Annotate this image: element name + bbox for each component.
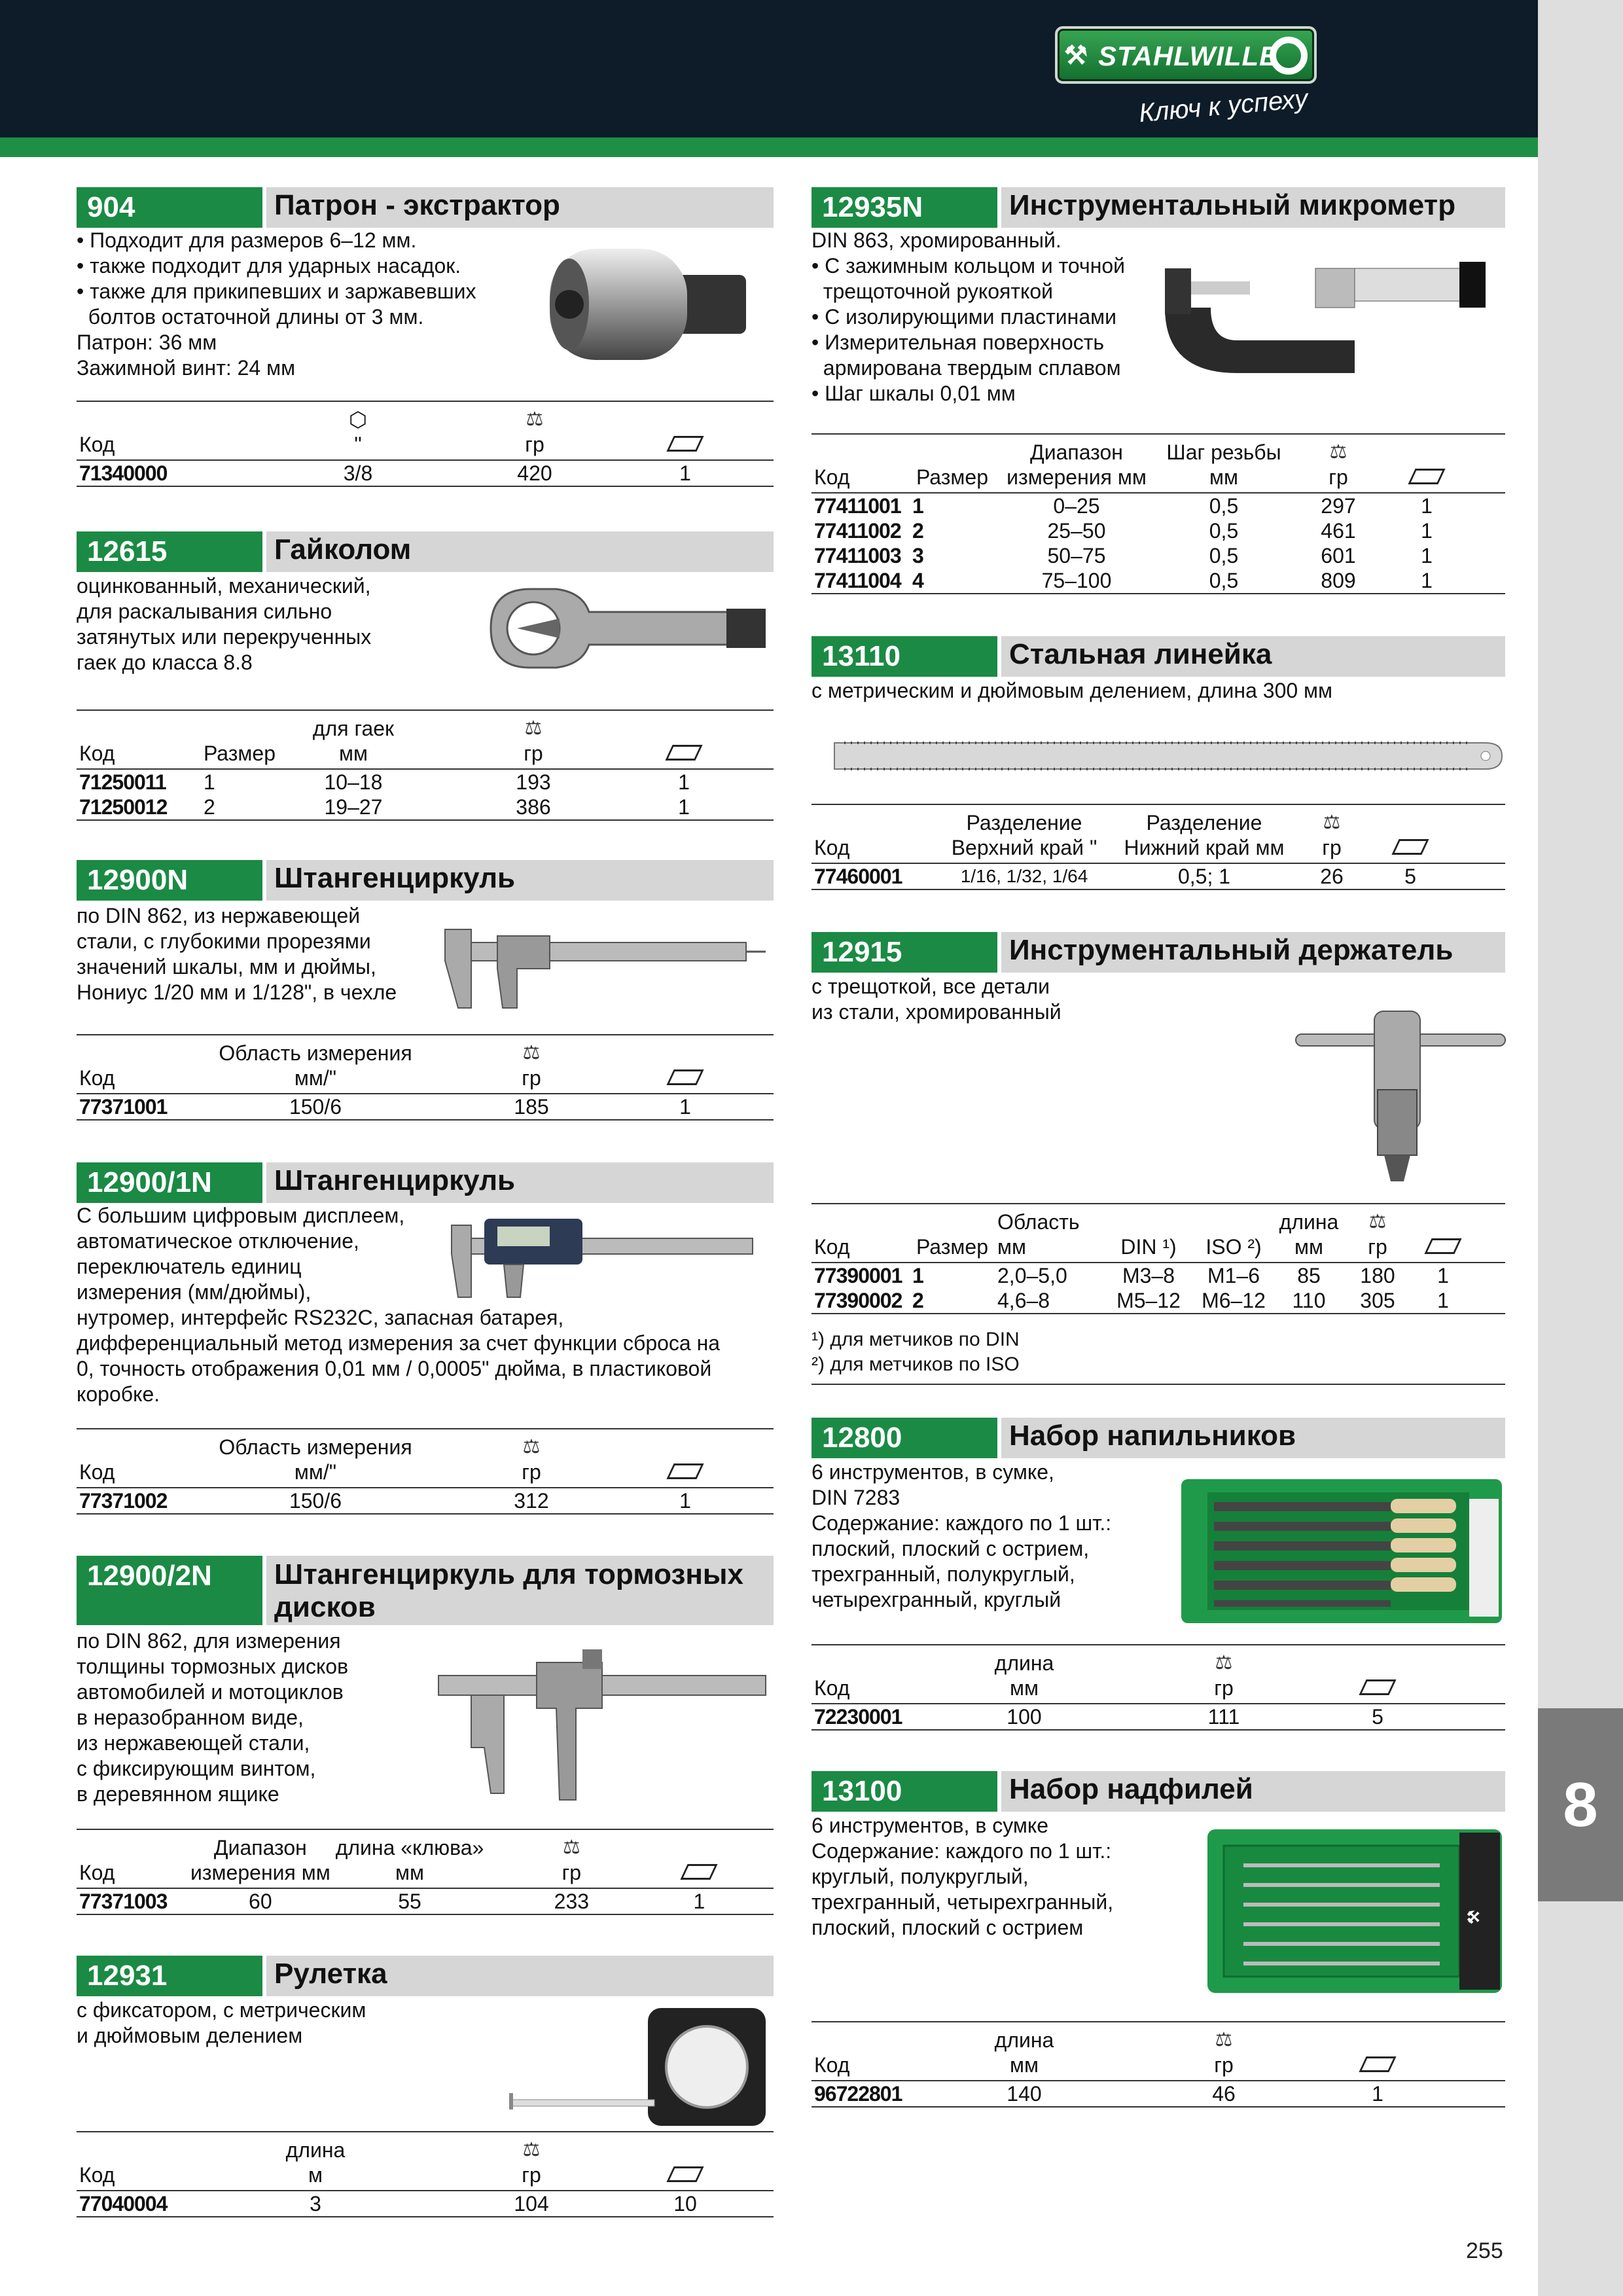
product-12900-2N bbox=[77, 1556, 774, 1625]
product-description: • Подходит для размеров 6–12 мм. • также подходит для ударных насадок. • также для прикипевших и заржавевших болтов остаточной длины от 3 мм. Патрон: 36 мм Зажимной винт: 24 мм bbox=[77, 228, 476, 380]
product-description: с трещоткой, все детали из стали, хромированный bbox=[812, 975, 1061, 1024]
product-title: Набор напильников bbox=[1001, 1418, 1505, 1458]
product-12800 bbox=[812, 1418, 1505, 1458]
package-icon bbox=[666, 1069, 704, 1085]
wrench-icon: ⚒ bbox=[1064, 41, 1088, 70]
table-12931: Код длина м ⚖ гр 77040004 3 104 10 bbox=[77, 2131, 774, 2217]
chapter-tab: 8 bbox=[1538, 1708, 1623, 1901]
product-description: с фиксатором, с метрическим и дюймовым делением bbox=[77, 1998, 366, 2047]
product-12615 bbox=[77, 531, 774, 572]
product-title: Патрон - экстрактор bbox=[266, 187, 774, 228]
sidebar bbox=[1538, 0, 1623, 2296]
package-icon bbox=[666, 436, 704, 452]
product-title: Штангенциркуль bbox=[266, 1162, 774, 1203]
weight-icon: ⚖ bbox=[522, 2139, 541, 2161]
table-row: 77411003 3 50–75 0,5 601 1 bbox=[814, 544, 1433, 567]
product-12931 bbox=[77, 1956, 774, 1996]
table-row: 77411002 2 25–50 0,5 461 1 bbox=[814, 519, 1433, 543]
slogan: Ключ к успеху bbox=[1137, 84, 1310, 128]
needle-file-set-image bbox=[1204, 1826, 1505, 1996]
table-row: 77390001 1 2,0–5,0 M3–8 M1–6 85 180 1 bbox=[814, 1264, 1449, 1287]
ring-icon bbox=[1270, 37, 1308, 75]
product-title: Рулетка bbox=[266, 1956, 774, 1996]
package-icon bbox=[1408, 469, 1445, 484]
product-description: с метрическим и дюймовым делением, длина 300 мм bbox=[812, 679, 1333, 702]
table-12935N: Код Размер Диапазон измерения мм Шаг резьбы мм ⚖ гр 77411001 1 0–25 0,5 297 1 77411002 2 25–50 0,5 461 1 77411003 3 50–75 0,5 601 1 77411004 4 75–100 0,5 809 1 bbox=[812, 433, 1505, 594]
svg-text:⚒: ⚒ bbox=[1465, 1910, 1483, 1924]
weight-icon: ⚖ bbox=[562, 1837, 580, 1858]
col-code: Код bbox=[77, 401, 293, 460]
product-code: 12615 bbox=[77, 531, 262, 572]
table-row: 71340000 3/8 420 1 bbox=[77, 460, 774, 486]
package-icon bbox=[1359, 1679, 1396, 1695]
product-title: Гайколом bbox=[266, 531, 774, 572]
table-row: 77411004 4 75–100 0,5 809 1 bbox=[812, 568, 1505, 594]
inch-label: " bbox=[354, 433, 362, 456]
table-row: 77411001 1 0–25 0,5 297 1 bbox=[814, 494, 1433, 518]
brake-caliper-image bbox=[432, 1649, 772, 1806]
package-icon bbox=[665, 745, 702, 761]
table-row: 96722801 140 46 1 bbox=[812, 2081, 1505, 2107]
table-row: 71250011 1 10–18 193 1 bbox=[79, 770, 690, 794]
page-number: 255 bbox=[1466, 2238, 1503, 2263]
tap-holder-image bbox=[1289, 992, 1512, 1188]
table-row: 71250012 2 19–27 386 1 bbox=[77, 795, 774, 820]
product-12915 bbox=[812, 932, 1505, 973]
product-title: Стальная линейка bbox=[1001, 636, 1505, 677]
ruler-image bbox=[831, 736, 1505, 776]
tape-measure-image bbox=[504, 2001, 772, 2132]
table-row: 77371003 60 55 233 1 bbox=[77, 1888, 774, 1914]
product-12900N bbox=[77, 860, 774, 901]
product-description: оцинкованный, механический, для раскалывания сильно затянутых или перекрученных гаек до класса 8.8 bbox=[77, 574, 372, 674]
product-title: Штангенциркуль bbox=[266, 860, 774, 901]
product-code: 904 bbox=[77, 187, 262, 228]
product-title: Инструментальный микрометр bbox=[1001, 187, 1505, 228]
weight-icon: ⚖ bbox=[524, 717, 543, 739]
divider bbox=[812, 1384, 1505, 1385]
table-row: 77390002 2 4,6–8 M5–12 M6–12 110 305 1 bbox=[812, 1288, 1505, 1314]
product-description: DIN 863, хромированный. • С зажимным кольцом и точной трещоточной рукояткой • С изолирующими пластинами • Измерительная поверхность армирована твердым сплавом • Шаг шкалы 0,01 мм bbox=[812, 228, 1126, 405]
table-13110: Код Разделение Верхний край " Разделение Нижний край мм ⚖ гр 77460001 1/16, 1/32, 1/64 0,5; 1 26 5 bbox=[812, 804, 1505, 890]
table-row: 72230001 100 111 5 bbox=[812, 1704, 1505, 1730]
package-icon bbox=[666, 2166, 704, 2182]
hex-icon: ⬡ bbox=[349, 408, 367, 431]
product-description: 6 инструментов, в сумке, DIN 7283 Содержание: каждого по 1 шт.: плоский, плоский с острием, трехгранный, полукруглый, четырехгранный, круглый bbox=[812, 1460, 1112, 1611]
package-icon bbox=[681, 1864, 718, 1880]
table-row: 77040004 3 104 10 bbox=[77, 2191, 774, 2217]
nut-splitter-image bbox=[478, 579, 772, 677]
package-icon bbox=[1424, 1238, 1461, 1254]
weight-icon: ⚖ bbox=[1215, 1652, 1233, 1674]
weight-icon: ⚖ bbox=[522, 1436, 541, 1458]
table-12615: Код Размер для гаек мм ⚖ гр 71250011 1 10–18 193 1 71250012 2 19–27 386 1 bbox=[77, 709, 774, 821]
col-weight: гр bbox=[525, 433, 544, 456]
table-12800: Код длина мм ⚖ гр 72230001 100 111 5 bbox=[812, 1644, 1505, 1731]
table-12900-2N: Код Диапазон измерения мм длина «клюва» мм ⚖ гр 77371003 60 55 233 1 bbox=[77, 1829, 774, 1915]
table-row: 77460001 1/16, 1/32, 1/64 0,5; 1 26 5 bbox=[812, 863, 1505, 889]
table-12915: Код Размер Область мм DIN ¹) ISO ²) длина мм ⚖ гр 77390001 1 2,0–5,0 M3–8 M1–6 85 180 1 77390002 2 4,6–8 M5–12 M6–12 110 305 1 bbox=[812, 1203, 1505, 1314]
product-description: по DIN 862, из нержавеющей стали, с глубокими прорезями значений шкалы, мм и дюймы, Нониус 1/20 мм и 1/128", в чехле bbox=[77, 904, 397, 1004]
table-row: 77371001 150/6 185 1 bbox=[77, 1094, 774, 1120]
stahlwille-logo bbox=[1055, 26, 1317, 84]
micrometer-image bbox=[1158, 242, 1499, 380]
table-12900N: Код Область измерения мм/" ⚖ гр 77371001 150/6 185 1 bbox=[77, 1034, 774, 1121]
table-12900-1N: Код Область измерения мм/" ⚖ гр 77371002 150/6 312 1 bbox=[77, 1428, 774, 1515]
weight-icon: ⚖ bbox=[526, 408, 544, 430]
product-title: Набор надфилей bbox=[1001, 1771, 1505, 1812]
product-code: 12900/2N bbox=[77, 1556, 262, 1625]
weight-icon: ⚖ bbox=[1329, 441, 1347, 463]
product-description: 6 инструментов, в сумке Содержание: каждого по 1 шт.: круглый, полукруглый, трехгранный, четырехгранный, плоский, плоский с острием bbox=[812, 1814, 1114, 1939]
table-13100: Код длина мм ⚖ гр 96722801 140 46 1 bbox=[812, 2021, 1505, 2108]
product-13100 bbox=[812, 1771, 1505, 1812]
product-code: 12915 bbox=[812, 932, 997, 973]
brand-text: STAHLWILLE bbox=[1098, 41, 1279, 71]
product-description: по DIN 862, для измерения толщины тормозных дисков автомобилей и мотоциклов в неразобранном виде, из нержавеющей стали, с фиксирующим винтом, в деревянном ящике bbox=[77, 1629, 349, 1806]
weight-icon: ⚖ bbox=[522, 1042, 541, 1064]
digital-caliper-image bbox=[425, 1212, 766, 1304]
package-icon bbox=[666, 1463, 704, 1479]
product-code: 12935N bbox=[812, 187, 997, 228]
product-code: 12800 bbox=[812, 1418, 997, 1458]
product-description: С большим цифровым дисплеем, автоматическое отключение, переключатель единиц измерения (мм/дюймы), нутромер, интерфейс RS232C, запасная батарея, дифференциальный метод измерения за счет функции сброса на 0, точность отображения 0,01 мм / 0,0005" дюйма, в пластиковой коробке. bbox=[77, 1204, 721, 1406]
weight-icon: ⚖ bbox=[1215, 2029, 1233, 2051]
product-904 bbox=[77, 187, 774, 228]
product-code: 12931 bbox=[77, 1956, 262, 1996]
file-set-image bbox=[1181, 1473, 1508, 1630]
header-stripe bbox=[0, 137, 1538, 157]
package-icon bbox=[1391, 839, 1429, 855]
product-12900-1N bbox=[77, 1162, 774, 1203]
product-12935N bbox=[812, 187, 1505, 228]
weight-icon: ⚖ bbox=[1368, 1211, 1387, 1232]
table-row: 77371002 150/6 312 1 bbox=[77, 1488, 774, 1514]
table-904 bbox=[77, 401, 774, 487]
extractor-image bbox=[537, 239, 759, 370]
product-code: 12900/1N bbox=[77, 1162, 262, 1203]
product-code: 12900N bbox=[77, 860, 262, 901]
product-code: 13100 bbox=[812, 1771, 997, 1812]
package-icon bbox=[1359, 2056, 1396, 2072]
product-code: 13110 bbox=[812, 636, 997, 677]
weight-icon: ⚖ bbox=[1323, 812, 1341, 833]
caliper-image bbox=[419, 916, 772, 1014]
table-footnotes: ¹) для метчиков по DIN ²) для метчиков по ISO bbox=[812, 1329, 1020, 1375]
product-title: Инструментальный держатель bbox=[1001, 932, 1505, 973]
product-13110 bbox=[812, 636, 1505, 677]
product-title: Штангенциркуль для тормозных дисков bbox=[266, 1556, 774, 1625]
